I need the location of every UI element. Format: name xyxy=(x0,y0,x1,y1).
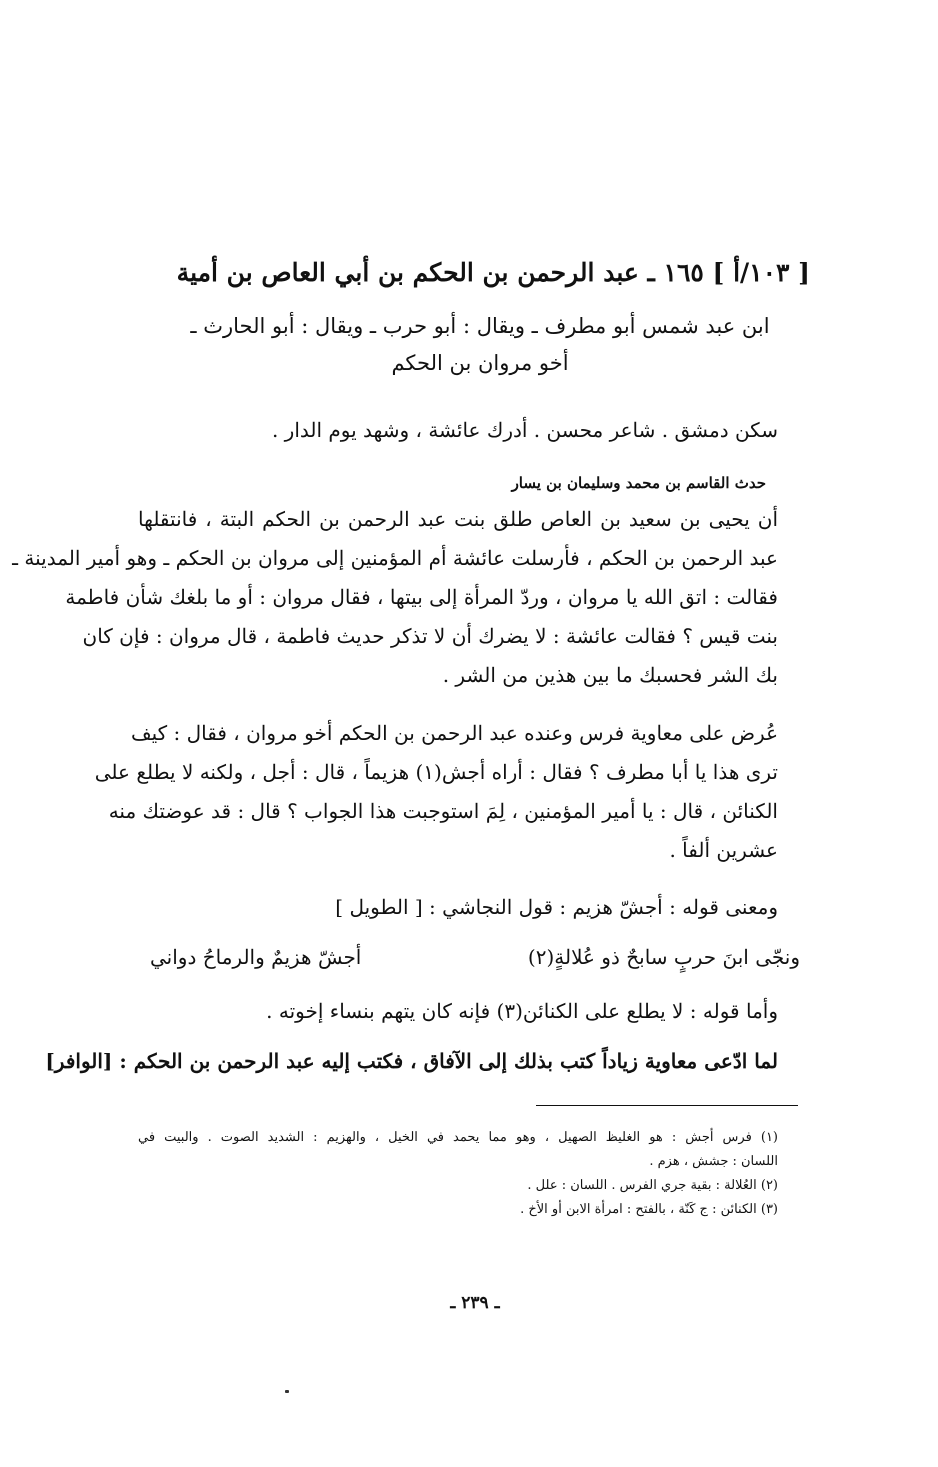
second-meaning-line: وأما قوله : لا يطلع على الكنائن(٣) فإنه كان يتهم بنساء إخوته . xyxy=(266,999,778,1023)
paragraph-1 xyxy=(12,500,778,695)
paragraph-1-line: فقالت : اتق الله يا مروان ، وردّ المرأة إلى بيتها ، فقال مروان : أو ما بلغك شأن فاطمة xyxy=(65,585,778,609)
footnote-line: (١) فرس أجش : هو الغليظ الصهيل ، وهو مما يحمد في الخيل ، والهزيم : الشديد الصوت . والبيت في xyxy=(138,1130,778,1145)
entry-intro: سكن دمشق . شاعر محسن . أدرك عائشة ، وشهد يوم الدار . xyxy=(271,418,778,442)
paragraph-1-line: عبد الرحمن بن الحكم ، فأرسلت عائشة أم المؤمنين إلى مروان بن الحكم ـ وهو أمير المدينة ـ xyxy=(12,546,778,570)
footnote-divider xyxy=(536,1105,798,1106)
paragraph-2-line: عشرين ألفاً . xyxy=(669,838,778,862)
paragraph-2-line: عُرض على معاوية فرس وعنده عبد الرحمن بن الحكم أخو مروان ، فقال : كيف xyxy=(130,721,778,745)
footnote-line: اللسان : جشش ، هزم . xyxy=(649,1154,778,1169)
page-number: ـ ٢٣٩ ـ xyxy=(450,1293,500,1313)
entry-title: عبد الرحمن بن الحكم بن أبي العاص بن أمية xyxy=(176,258,639,287)
footnotes xyxy=(138,1126,778,1222)
entry-subtitle-line-1: ابن عبد شمس أبو مطرف ـ ويقال : أبو حرب ـ ويقال : أبو الحارث ـ xyxy=(190,314,770,338)
entry-heading: [ ١٠٣/أ ] ١٦٥ ـ عبد الرحمن بن الحكم بن أبي العاص بن أمية xyxy=(176,258,810,287)
paragraph-1-line: بك الشر فحسبك ما بين هذين من الشر . xyxy=(442,663,778,687)
meaning-line: ومعنى قوله : أجشّ هزيم : قول النجاشي : [ الطويل ] xyxy=(335,895,778,919)
poetry-verse xyxy=(150,938,800,978)
folio-reference: [ ١٠٣/أ ] xyxy=(712,258,810,287)
verse-second-hemistich: أجشّ هزيمٌ والرماحُ دواني xyxy=(150,945,362,969)
paragraph-2 xyxy=(94,714,778,870)
scan-speck xyxy=(285,1390,289,1393)
paragraph-2-line: الكنائن ، قال : يا أمير المؤمنين ، لِمَ استوجبت هذا الجواب ؟ قال : قد عوضتك منه xyxy=(108,799,778,823)
entry-number: ١٦٥ xyxy=(663,258,704,287)
footnote-line: (٣) الكنائن : ج كَنّة ، بالفتح : امرأة الابن أو الأخ . xyxy=(520,1202,778,1217)
paragraph-1-line: أن يحيى بن سعيد بن العاص طلق بنت عبد الرحمن بن الحكم البتة ، فانتقلها xyxy=(138,507,778,531)
verse-first-hemistich: ونجّى ابنَ حربٍ سابحٌ ذو عُلالةٍ(٢) xyxy=(527,945,800,969)
isnad-heading: حدث القاسم بن محمد وسليمان بن يسار xyxy=(511,474,766,492)
closing-line: لما ادّعى معاوية زياداً كتب بذلك إلى الآفاق ، فكتب إليه عبد الرحمن بن الحكم : [الوافر] xyxy=(45,1049,778,1073)
paragraph-2-line: ترى هذا يا أبا مطرف ؟ فقال : أراه أجش(١) هزيماً ، قال : أجل ، ولكنه لا يطلع على xyxy=(94,760,778,784)
paragraph-1-line: بنت قيس ؟ فقالت عائشة : لا يضرك أن لا تذكر حديث فاطمة ، قال مروان : فإن كان xyxy=(82,624,778,648)
entry-subtitle-line-2: أخو مروان بن الحكم xyxy=(391,351,569,375)
footnote-line: (٢) العُلالة : بقية جري الفرس . اللسان : علل . xyxy=(527,1178,778,1193)
